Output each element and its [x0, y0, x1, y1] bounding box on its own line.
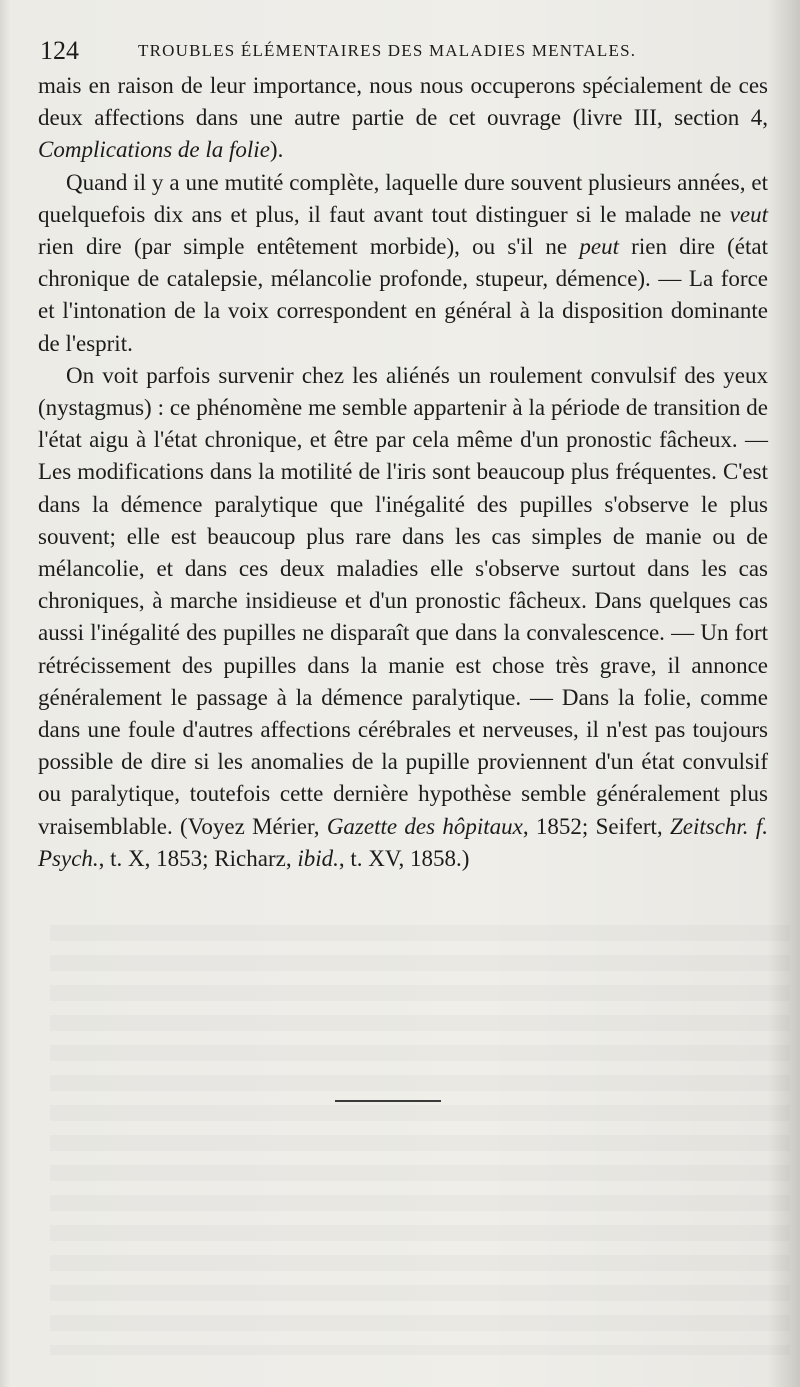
- show-through-area: [50, 925, 790, 1355]
- italic-word-veut: veut: [729, 201, 768, 227]
- paragraph-2-end: rien dire (état chronique de catalepsie, mélancolie profonde, stupeur, démence). — La force et l'intonation de la voix correspondent en général à la disposition dominante de l'esprit.: [38, 234, 768, 356]
- page-header: [40, 36, 760, 66]
- paragraph-3-text: On voit parfois survenir chez les aliénés un roulement convulsif des yeux (nystagmus) : ce phénomène me semble appartenir à la période de transition de l'état aigu à l'état chronique, et être par cela même d'un pronostic fâcheux. — Les modifications dans la motilité de l'iris sont beaucoup plus fréquentes. C'est dans la démence paralytique que l'inégalité des pupilles s'observe le plus souvent; elle est beaucoup plus rare dans les cas simples de manie ou de mélancolie, et dans ces deux maladies elle s'observe surtout dans les cas chroniques, à marche insidieuse et d'un pronostic fâcheux. Dans quelques cas aussi l'inégalité des pupilles ne disparaît que dans la convalescence. — Un fort rétrécissement des pupilles dans la manie est chose très grave, il annonce généralement le passage à la démence paralytique. — Dans la folie, comme dans une foule d'autres affections cérébrales et nerveuses, il n'est pas toujours possible de dire si les anomalies de la pupille proviennent d'un état convulsif ou paralytique, toutefois cette dernière hypothèse semble généralement plus vraisemblable. (Voyez Mérier,: [38, 362, 768, 839]
- paragraph-3-citation-1: , 1852; Seifert,: [522, 813, 670, 839]
- paragraph-2: [38, 167, 768, 360]
- italic-citation-gazette: Gazette des hôpitaux: [326, 813, 523, 839]
- paragraph-2-mid: rien dire (par simple entêtement morbide), ou s'il ne: [38, 234, 580, 260]
- italic-citation-ibid: ibid.: [297, 845, 339, 871]
- paragraph-3: [38, 360, 768, 875]
- italic-citation-zeitschr: Zeitschr. f. Psych.: [38, 813, 769, 871]
- paragraph-1-text: mais en raison de leur importance, nous nous occuperons spécialement de ces deux affections dans une autre partie de cet ouvrage (livre III, section 4,: [38, 73, 768, 131]
- paragraph-3-citation-2: , t. X, 1853; Richarz,: [98, 845, 298, 871]
- paragraph-1-end: ).: [269, 137, 284, 163]
- running-head: TROUBLES ÉLÉMENTAIRES DES MALADIES MENTALES.: [138, 41, 637, 60]
- page-number: 124: [40, 36, 79, 65]
- italic-title: Complications de la folie: [38, 137, 270, 163]
- paragraph-1: [38, 70, 768, 167]
- paragraph-2-text: Quand il y a une mutité complète, laquelle dure souvent plusieurs années, et quelquefois dix ans et plus, il faut avant tout distinguer si le malade ne: [38, 169, 768, 227]
- italic-word-peut: peut: [579, 234, 619, 260]
- paragraph-3-end: , t. XV, 1858.): [338, 845, 470, 871]
- body-text: [38, 70, 768, 875]
- section-divider: [335, 1100, 441, 1102]
